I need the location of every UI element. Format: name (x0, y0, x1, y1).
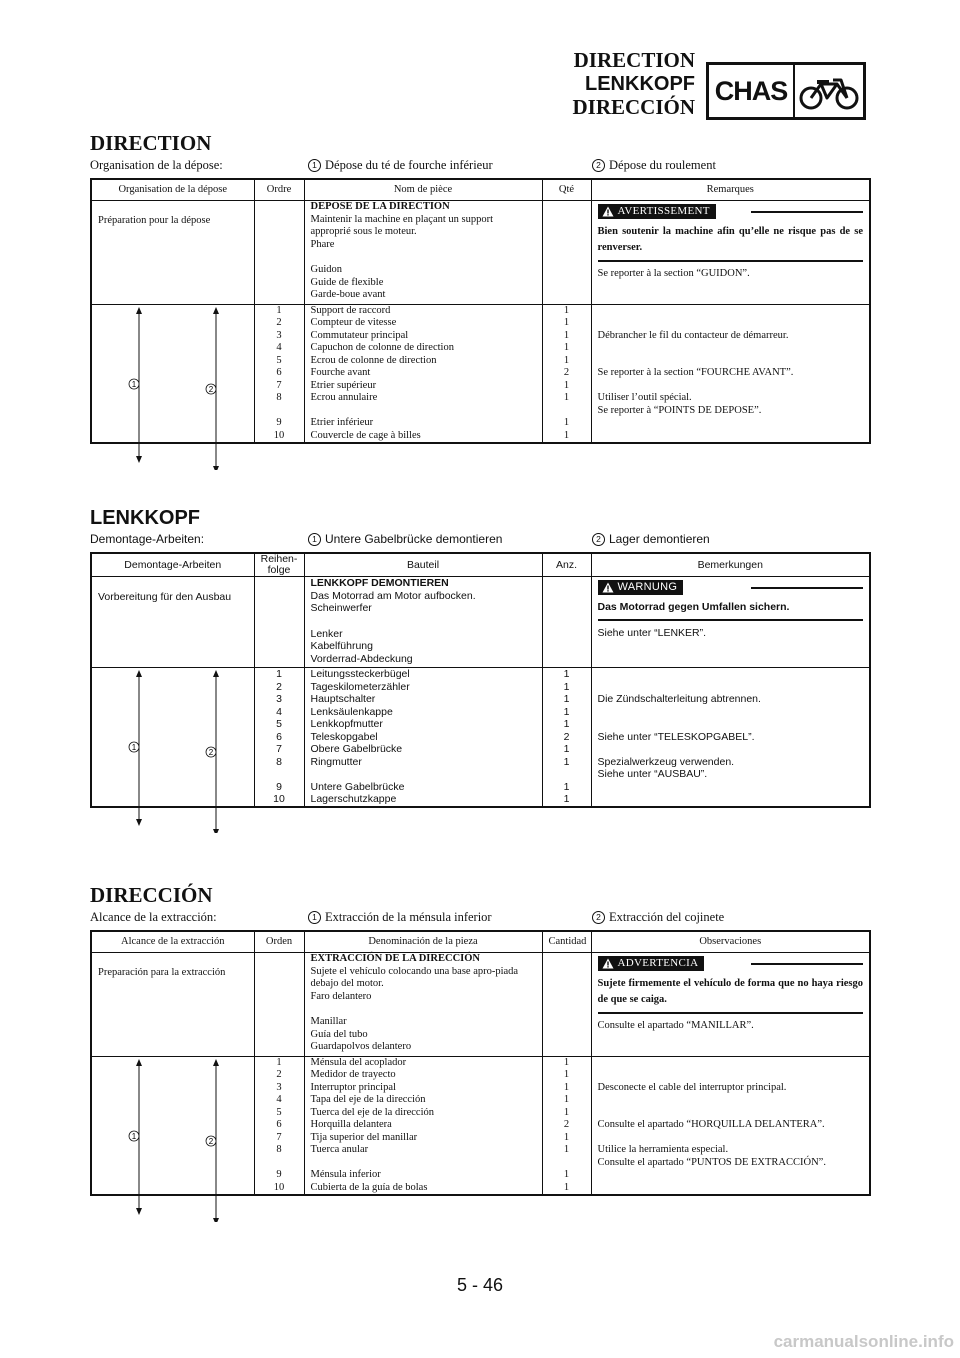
remark (591, 731, 870, 744)
column-header: Remarques (591, 179, 870, 201)
preparation-remark: Siehe unter “LENKER”. (597, 627, 707, 640)
section-lenkkopf-de (90, 508, 869, 808)
order-number: 9 (254, 781, 304, 794)
quantity: 1 (542, 1082, 591, 1095)
warning-badge (598, 956, 705, 971)
preparation-item: Manillar (310, 1016, 347, 1027)
circled-number-1: 1 (308, 159, 321, 172)
order-number: 10 (254, 430, 304, 444)
quantity: 1 (542, 706, 591, 719)
scope-label: Alcance de la extracción: (90, 910, 217, 924)
order-number: 2 (254, 317, 304, 330)
preparation-item: Das Motorrad am Motor aufbocken. (310, 589, 476, 602)
remark-line-2: Consulte el apartado “PUNTOS DE EXTRACCIÓN”. (597, 1156, 826, 1168)
preparation-item: Faro delantero (310, 990, 372, 1002)
remark (591, 304, 870, 317)
remark-line-2: Siehe unter “AUSBAU”. (597, 768, 708, 781)
order-number: 8 (254, 756, 304, 781)
quantity: 1 (542, 681, 591, 694)
quantity: 2 (542, 367, 591, 380)
quantity: 1 (542, 743, 591, 756)
preparation-item: Vorderrad-Abdeckung (310, 652, 413, 665)
order-number: 5 (254, 355, 304, 368)
column-header: Ordre (254, 179, 304, 201)
scope-arrow-cell (91, 1056, 254, 1195)
circled-number-2: 2 (592, 533, 605, 546)
part-name: Medidor de trayecto (304, 1069, 542, 1082)
preparation-remark: Consulte el apartado “MANILLAR”. (597, 1020, 754, 1032)
remark-line: Consulte el apartado “HORQUILLA DELANTERA”. (597, 1119, 825, 1130)
preparation-cell (91, 201, 254, 305)
column-header: Bauteil (304, 553, 542, 577)
order-number: 2 (254, 1069, 304, 1082)
part-name: Leitungssteckerbügel (304, 668, 542, 681)
quantity: 1 (542, 1107, 591, 1120)
scope-item-2 (592, 910, 724, 925)
remark-line: Siehe unter “TELESKOPGABEL”. (597, 730, 755, 743)
header-title-de: LENKKOPF (585, 73, 695, 95)
column-header: Demontage-Arbeiten (91, 553, 254, 577)
remark (591, 342, 870, 355)
quantity: 1 (542, 1132, 591, 1145)
order-number: 9 (254, 417, 304, 430)
procedure-table (90, 552, 871, 808)
preparation-item: Guide de flexible (310, 276, 384, 288)
order-cell-empty (254, 953, 304, 1057)
scope-arrow-cell (91, 304, 254, 443)
scope-marker-1: 1 (131, 1131, 137, 1141)
column-header: Observaciones (591, 931, 870, 953)
column-header: Bemerkungen (591, 553, 870, 577)
order-number: 3 (254, 330, 304, 343)
preparation-item: Guardapolvos delantero (310, 1041, 412, 1052)
order-number: 5 (254, 718, 304, 731)
order-number: 7 (254, 743, 304, 756)
table-row (91, 304, 870, 317)
warning-block (598, 201, 864, 262)
remarks-cell (591, 201, 870, 305)
remark (591, 330, 870, 343)
part-name: Commutateur principal (304, 330, 542, 343)
preparation-row (91, 577, 870, 668)
column-header: Cantidad (542, 931, 591, 953)
scope-item-2-text: Dépose du roulement (609, 158, 716, 172)
column-header: Alcance de la extracción (91, 931, 254, 953)
preparation-parts-cell (304, 577, 542, 668)
remark (591, 1182, 870, 1196)
part-name: Compteur de vitesse (304, 317, 542, 330)
column-header: Organisation de la dépose (91, 179, 254, 201)
scope-line (90, 532, 869, 550)
quantity: 1 (542, 718, 591, 731)
page-number: 5 - 46 (456, 1275, 504, 1295)
preparation-item: Guía del tubo (310, 1028, 368, 1040)
remark (591, 417, 870, 430)
order-number: 4 (254, 342, 304, 355)
part-name: Lagerschutzkappe (304, 793, 542, 807)
quantity: 1 (542, 1144, 591, 1169)
scope-arrows-graphic (92, 305, 255, 470)
scope-item-1-text: Extracción de la ménsula inferior (325, 910, 492, 924)
preparation-parts-cell (304, 953, 542, 1057)
part-name: Lenksäulenkappe (304, 706, 542, 719)
remark (591, 1069, 870, 1082)
remark (591, 317, 870, 330)
warning-badge (598, 580, 684, 595)
part-name: Horquilla delantera (304, 1119, 542, 1132)
warning-triangle-icon (602, 958, 614, 969)
remarks-cell (591, 953, 870, 1057)
part-name: Etrier inférieur (304, 417, 542, 430)
warning-label: ADVERTENCIA (617, 957, 699, 969)
table-header-row (91, 931, 870, 953)
warning-triangle-icon (602, 582, 614, 593)
section-direccion-es (90, 885, 869, 1196)
part-name: Ménsula inferior (304, 1169, 542, 1182)
chassis-badge (706, 62, 866, 120)
warning-triangle-icon (602, 206, 614, 217)
remark (591, 1082, 870, 1095)
scope-line (90, 158, 869, 176)
order-number: 8 (254, 392, 304, 417)
order-number: 9 (254, 1169, 304, 1182)
order-number: 7 (254, 1132, 304, 1145)
part-name: Tuerca anular (304, 1144, 542, 1169)
quantity: 1 (542, 1094, 591, 1107)
order-number: 6 (254, 367, 304, 380)
order-number: 1 (254, 668, 304, 681)
remark (591, 1132, 870, 1145)
circled-number-1: 1 (308, 911, 321, 924)
scope-item-1-text: Untere Gabelbrücke demontieren (325, 532, 503, 546)
part-name: Ringmutter (304, 756, 542, 781)
order-number: 4 (254, 706, 304, 719)
preparation-label: Préparation pour la dépose (98, 215, 211, 226)
part-name: Capuchon de colonne de direction (304, 342, 542, 355)
warning-label: AVERTISSEMENT (617, 205, 710, 217)
scope-marker-2: 2 (208, 384, 214, 394)
remark (591, 706, 870, 719)
preparation-item: Maintenir la machine en plaçant un support approprié sous le moteur. (310, 213, 494, 237)
preparation-label: Preparación para la extracción (98, 967, 226, 978)
qty-cell-empty (542, 953, 591, 1057)
qty-cell-empty (542, 201, 591, 305)
part-name: Couvercle de cage à billes (304, 430, 542, 444)
procedure-heading: LENKKOPF DEMONTIEREN (310, 577, 449, 590)
remark (591, 668, 870, 681)
scope-item-1 (308, 910, 492, 925)
preparation-row (91, 953, 870, 1057)
preparation-item: Scheinwerfer (310, 602, 372, 615)
preparation-item: Sujete el vehículo colocando una base apro-piada debajo del motor. (310, 965, 519, 989)
remark-line: Desconecte el cable del interruptor principal. (597, 1081, 787, 1093)
remark (591, 430, 870, 444)
quantity: 1 (542, 1182, 591, 1196)
scope-item-1 (308, 532, 502, 546)
order-number: 6 (254, 1119, 304, 1132)
motorcycle-icon (795, 65, 863, 117)
column-header: Reihen-folge (254, 553, 304, 577)
header-title-fr: DIRECTION (573, 48, 695, 72)
scope-item-1-text: Dépose du té de fourche inférieur (325, 158, 493, 172)
scope-marker-2: 2 (208, 748, 214, 758)
preparation-label: Vorbereitung für den Ausbau (98, 591, 232, 604)
scope-item-1 (308, 158, 493, 173)
quantity: 1 (542, 430, 591, 444)
remark-line: Die Zündschalterleitung abtrennen. (597, 693, 761, 706)
order-number: 3 (254, 1082, 304, 1095)
quantity: 1 (542, 668, 591, 681)
remark (591, 693, 870, 706)
remark (591, 681, 870, 694)
scope-label: Organisation de la dépose: (90, 158, 223, 172)
section-title: DIRECCIÓN (90, 883, 213, 907)
preparation-item: Phare (310, 238, 335, 250)
remark-line: Spezialwerkzeug verwenden. (597, 755, 735, 768)
part-name: Obere Gabelbrücke (304, 743, 542, 756)
quantity: 1 (542, 304, 591, 317)
part-name: Etrier supérieur (304, 380, 542, 393)
order-cell-empty (254, 201, 304, 305)
remark (591, 380, 870, 393)
warning-label: WARNUNG (617, 581, 678, 594)
procedure-table (90, 178, 871, 444)
quantity: 1 (542, 317, 591, 330)
procedure-table (90, 930, 871, 1196)
remarks-cell (591, 577, 870, 668)
header-titles (572, 50, 695, 118)
table-row (91, 668, 870, 681)
table-row (91, 1056, 870, 1069)
remark (591, 756, 870, 781)
remark (591, 793, 870, 807)
part-name: Tapa del eje de la dirección (304, 1094, 542, 1107)
watermark: carmanualsonline.info (773, 1332, 954, 1351)
remark (591, 367, 870, 380)
column-header: Nom de pièce (304, 179, 542, 201)
quantity: 1 (542, 355, 591, 368)
remark-line-2: Se reporter à “POINTS DE DEPOSE”. (597, 404, 762, 416)
section-title: DIRECTION (90, 131, 212, 155)
part-name: Ecrou de colonne de direction (304, 355, 542, 368)
part-name: Interruptor principal (304, 1082, 542, 1095)
scope-marker-1: 1 (131, 743, 137, 753)
warning-text: Bien soutenir la machine afin qu’elle ne risque pas de se renverser. (598, 224, 864, 262)
procedure-heading: DEPOSE DE LA DIRECTION (310, 201, 450, 212)
scope-item-2 (592, 158, 716, 173)
warning-text: Das Motorrad gegen Umfallen sichern. (598, 599, 864, 621)
remark (591, 355, 870, 368)
quantity: 2 (542, 1119, 591, 1132)
scope-marker-1: 1 (131, 379, 137, 389)
part-name: Fourche avant (304, 367, 542, 380)
preparation-row (91, 201, 870, 305)
circled-number-2: 2 (592, 911, 605, 924)
scope-item-2-text: Extracción del cojinete (609, 910, 725, 924)
order-number: 10 (254, 793, 304, 807)
circled-number-2: 2 (592, 159, 605, 172)
quantity: 1 (542, 1056, 591, 1069)
preparation-parts-cell (304, 201, 542, 305)
part-name: Hauptschalter (304, 693, 542, 706)
warning-badge (598, 204, 716, 219)
remark (591, 718, 870, 731)
quantity: 1 (542, 417, 591, 430)
column-header: Denominación de la pieza (304, 931, 542, 953)
order-number: 7 (254, 380, 304, 393)
section-title: LENKKOPF (90, 507, 200, 529)
part-name: Teleskopgabel (304, 731, 542, 744)
warning-rule (751, 587, 863, 589)
part-name: Lenkkopfmutter (304, 718, 542, 731)
quantity: 1 (542, 1069, 591, 1082)
part-name: Tija superior del manillar (304, 1132, 542, 1145)
preparation-item: Guidon (310, 264, 342, 275)
remark-line: Débrancher le fil du contacteur de démarreur. (597, 329, 789, 341)
scope-arrows-graphic (92, 1057, 255, 1222)
quantity: 1 (542, 380, 591, 393)
table-header-row (91, 553, 870, 577)
remark-line: Utilice la herramienta especial. (597, 1144, 729, 1155)
part-name: Ecrou annulaire (304, 392, 542, 417)
scope-arrow-cell (91, 668, 254, 807)
order-number: 1 (254, 304, 304, 317)
order-number: 2 (254, 681, 304, 694)
quantity: 2 (542, 731, 591, 744)
part-name: Tageskilometerzähler (304, 681, 542, 694)
column-header: Qté (542, 179, 591, 201)
warning-rule (751, 963, 863, 965)
order-number: 1 (254, 1056, 304, 1069)
preparation-item: Garde-boue avant (310, 289, 386, 300)
quantity: 1 (542, 693, 591, 706)
part-name: Cubierta de la guía de bolas (304, 1182, 542, 1196)
preparation-remark: Se reporter à la section “GUIDON”. (597, 268, 750, 280)
preparation-item: Kabelführung (310, 640, 373, 653)
column-header: Orden (254, 931, 304, 953)
part-name: Ménsula del acoplador (304, 1056, 542, 1069)
remark (591, 1144, 870, 1169)
quantity: 1 (542, 781, 591, 794)
part-name: Tuerca del eje de la dirección (304, 1107, 542, 1120)
remark (591, 1169, 870, 1182)
scope-item-2-text: Lager demontieren (609, 532, 710, 546)
preparation-cell (91, 577, 254, 668)
scope-marker-2: 2 (208, 1136, 214, 1146)
warning-block (598, 577, 864, 621)
procedure-heading: EXTRACCIÓN DE LA DIRECCIÓN (310, 953, 480, 964)
remark-line: Utiliser l’outil spécial. (597, 392, 692, 403)
order-number: 8 (254, 1144, 304, 1169)
warning-text: Sujete firmemente el vehículo de forma que no haya riesgo de que se caiga. (598, 976, 864, 1014)
quantity: 1 (542, 793, 591, 807)
quantity: 1 (542, 342, 591, 355)
order-number: 4 (254, 1094, 304, 1107)
warning-rule (751, 211, 863, 213)
preparation-item: Lenker (310, 627, 343, 640)
quantity: 1 (542, 330, 591, 343)
quantity: 1 (542, 392, 591, 417)
order-number: 5 (254, 1107, 304, 1120)
order-number: 10 (254, 1182, 304, 1196)
remark (591, 1094, 870, 1107)
qty-cell-empty (542, 577, 591, 668)
remark (591, 1107, 870, 1120)
remark (591, 781, 870, 794)
remark (591, 392, 870, 417)
quantity: 1 (542, 1169, 591, 1182)
remark (591, 1056, 870, 1069)
order-cell-empty (254, 577, 304, 668)
part-name: Untere Gabelbrücke (304, 781, 542, 794)
order-number: 6 (254, 731, 304, 744)
remark-line: Se reporter à la section “FOURCHE AVANT”. (597, 367, 794, 378)
scope-line (90, 910, 869, 928)
scope-arrows-graphic (92, 668, 255, 833)
scope-item-2 (592, 532, 710, 546)
remark (591, 1119, 870, 1132)
scope-label: Demontage-Arbeiten: (90, 532, 205, 546)
preparation-cell (91, 953, 254, 1057)
circled-number-1: 1 (308, 533, 321, 546)
table-header-row (91, 179, 870, 201)
header-title-es: DIRECCIÓN (572, 95, 695, 119)
column-header: Anz. (542, 553, 591, 577)
chassis-label: CHAS (709, 65, 795, 117)
order-number: 3 (254, 693, 304, 706)
warning-block (598, 953, 864, 1014)
remark (591, 743, 870, 756)
section-direction-fr (90, 133, 869, 444)
quantity: 1 (542, 756, 591, 781)
part-name: Support de raccord (304, 304, 542, 317)
